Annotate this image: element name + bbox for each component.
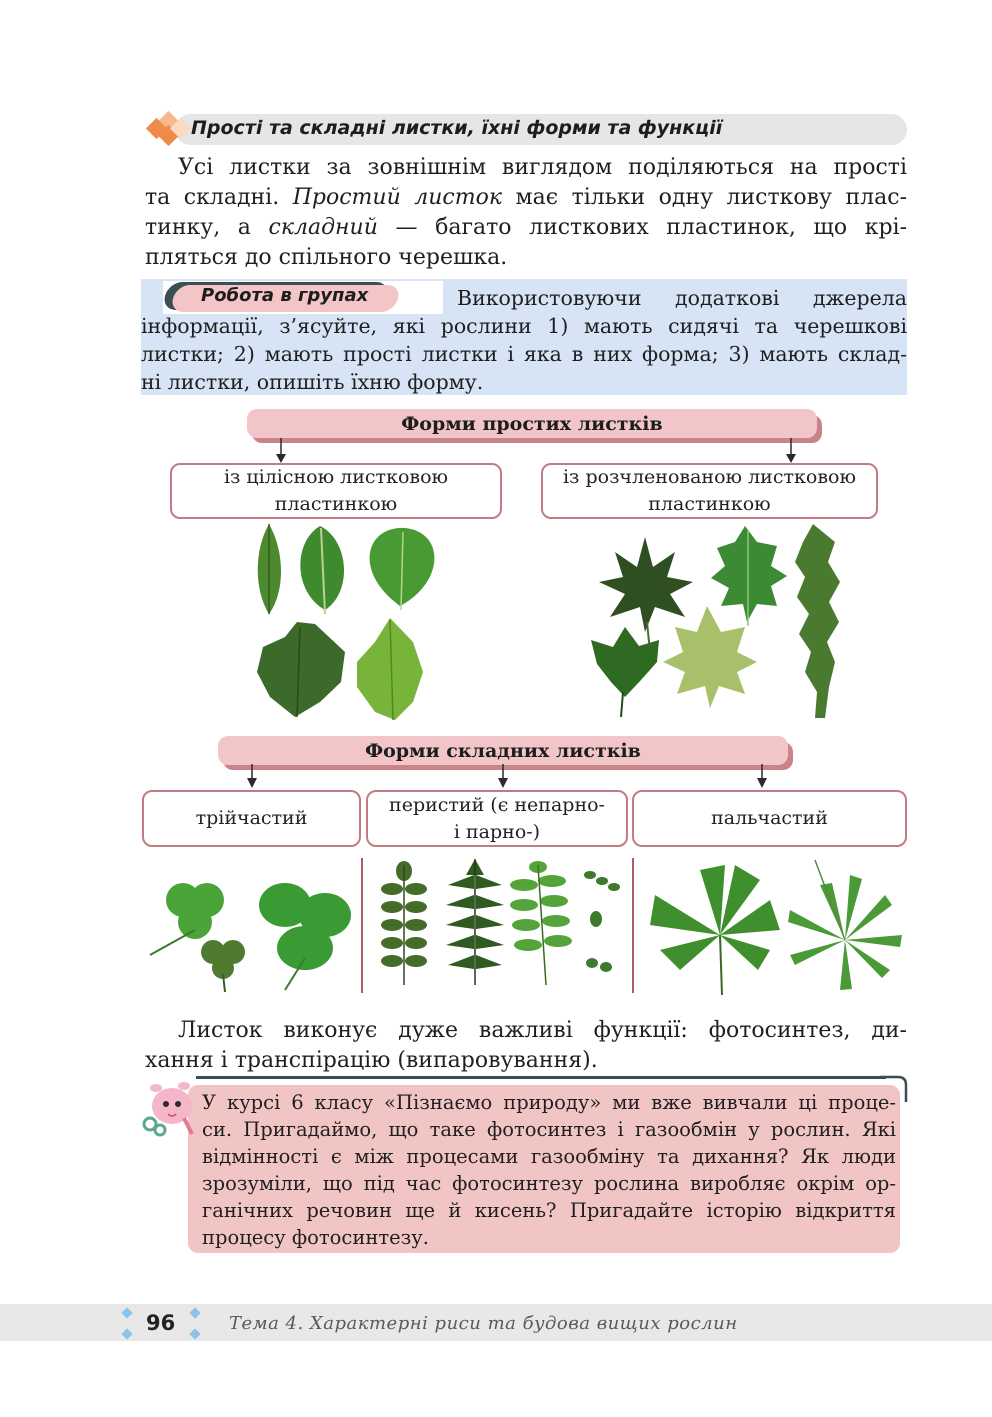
simple-forms-right-box [541,463,878,519]
intro-text: має тільки одну листкову плас- [515,185,908,210]
box-line: трійчастий [195,807,308,829]
compound-box-trifoliate [142,790,361,847]
functions-line: Листок виконує дуже важливі функції: фотосинтез, ди- [178,1018,907,1043]
compound-box-palmate [632,790,907,847]
leaf-icon [357,618,423,720]
box-line: із цілісною листковою [223,466,449,488]
whole-leaves-illustration [245,522,505,722]
leaf-icon [711,526,787,626]
note-top-line [196,1076,886,1079]
intro-line [145,213,907,243]
intro-line [145,183,907,213]
box-line: перистий (є непарно- [389,793,605,816]
leaf-icon [300,526,344,614]
box-line: пластинкою [648,493,771,515]
group-work-text [141,284,907,396]
compound-box-pinnate [366,790,628,847]
intro-text: — багато листкових пластинок, що крі- [395,215,908,240]
box-line: і парно-) [453,820,541,843]
section-heading [145,113,907,145]
intro-line: Усі листки за зовнішнім виглядом поділяються на прості [178,155,907,180]
leaf-icon [795,524,840,718]
box-line: із розчленованою листковою [562,466,856,488]
simple-forms-left-box [170,463,502,519]
page-number: 96 [146,1311,176,1335]
leaf-icon [650,865,780,970]
note-line: відмінності є між процесами газообміну та дихання? Як люди [202,1145,896,1168]
note-line: зрозуміли, що під час фотосинтезу рослина виробляє окрім ор- [202,1172,896,1195]
leaf-icon [663,606,757,708]
pinnate-leaves-illustration [370,855,630,995]
leaf-icon [201,940,245,979]
term-compound-leaf: складний [268,215,378,240]
intro-text: та складні. [145,185,280,210]
functions-paragraph [145,1016,907,1076]
leaf-icon [370,528,435,610]
divider [361,858,363,993]
leaf-icon [257,622,345,717]
palmate-leaves-illustration [640,855,905,995]
dissected-leaves-illustration [585,522,845,722]
simple-forms-title: Форми простих листків [247,409,817,438]
note-line: процесу фотосинтезу. [202,1226,429,1249]
leaf-icon [259,883,351,970]
footer-topic: Тема 4. Характерні риси та будова вищих рослин [229,1313,738,1334]
note-text [202,1089,896,1251]
compound-forms-title: Форми складних листків [218,736,788,765]
group-work-line: інформації, з’ясуйте, які рослини 1) мають сидячі та черешкові [141,314,907,338]
note-line: У курсі 6 класу «Пізнаємо природу» ми вже вивчали ці проце- [202,1091,896,1114]
leaf-icon [788,875,902,990]
group-work-line: ні листки, опишіть їхню форму. [141,370,484,394]
intro-line: пляться до спільного черешка. [145,245,508,270]
box-line: пальчастий [711,807,828,829]
note-line: ганічних речовин ще й кисень? Пригадайте історію відкриття [202,1199,896,1222]
mascot-icon [140,1078,202,1140]
leaf-icon [258,524,281,614]
leaf-icon [584,871,620,972]
note-line: си. Пригадаймо, що таке фотосинтез і газообмін у рослин. Які [202,1118,896,1141]
box-line: пластинкою [274,493,398,515]
section-title: Прості та складні листки, їхні форми та функції [191,117,723,139]
term-simple-leaf: Простий листок [292,185,502,210]
functions-line: хання і транспірацію (випаровування). [145,1048,598,1073]
divider [632,858,634,993]
intro-paragraph [145,153,907,273]
group-work-line: листки; 2) мають прості листки і яка в них форма; 3) мають склад- [141,342,907,366]
group-work-label: Робота в групах [201,285,369,306]
group-work-line: Використовуючи додаткові джерела [457,286,907,310]
trifoliate-leaves-illustration [145,870,360,995]
intro-text: тинку, а [145,215,251,240]
